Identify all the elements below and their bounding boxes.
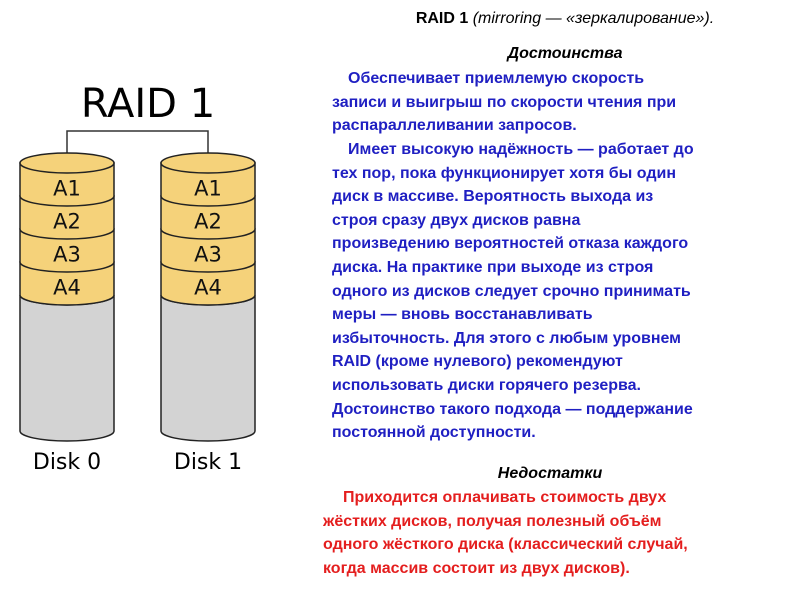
disk-body bbox=[20, 295, 114, 441]
disk-block-label: A1 bbox=[53, 176, 81, 201]
header-title: RAID 1 bbox=[415, 10, 469, 27]
disk-block-label: A3 bbox=[53, 242, 81, 267]
disk-0 bbox=[20, 153, 114, 475]
diagram-title: RAID 1 bbox=[80, 81, 216, 127]
disadvantages-heading: Недостатки bbox=[497, 465, 603, 482]
disk-label: Disk 1 bbox=[173, 450, 243, 475]
advantages-paragraph-1: Обеспечивает приемлемую скорость записи и выигрыш по скорости чтения при распараллеливании запросов. bbox=[332, 70, 677, 135]
disk-block-label: A2 bbox=[53, 209, 81, 234]
advantages-heading: Достоинства bbox=[507, 45, 623, 62]
disk-block-label: A2 bbox=[194, 209, 222, 234]
disk-block-label: A4 bbox=[194, 275, 222, 300]
disk-label: Disk 0 bbox=[32, 450, 102, 475]
disk-block-label: A4 bbox=[53, 275, 81, 300]
disadvantages-paragraph-1: Приходится оплачивать стоимость двух жёстких дисков, получая полезный объём одного жёсткого диска (классический случай, когда массив состоит из двух дисков). bbox=[323, 489, 688, 577]
disk-block-label: A3 bbox=[194, 242, 222, 267]
raid1-diagram bbox=[0, 0, 330, 600]
disk-top-cap bbox=[161, 153, 255, 173]
disk-top-cap bbox=[20, 153, 114, 173]
disk-1 bbox=[161, 153, 255, 475]
header-subtitle: (mirroring — «зеркалирование»). bbox=[472, 10, 715, 27]
advantages-paragraph-2: Имеет высокую надёжность — работает до тех пор, пока функционирует хотя бы один диск в массиве. Вероятность выхода из строя сразу двух дисков равна произведению вероятностей отказа каждого диска. На практике при выходе из строя одного из дисков следует срочно принимать меры — вновь восстанавливать избыточность. Для этого с любым уровнем RAID (кроме нулевого) рекомендуют использовать диски горячего резерва. Достоинство такого подхода — поддержание постоянной доступности. bbox=[332, 141, 694, 442]
slide-header bbox=[330, 10, 800, 28]
disk-block-label: A1 bbox=[194, 176, 222, 201]
disk-body bbox=[161, 295, 255, 441]
